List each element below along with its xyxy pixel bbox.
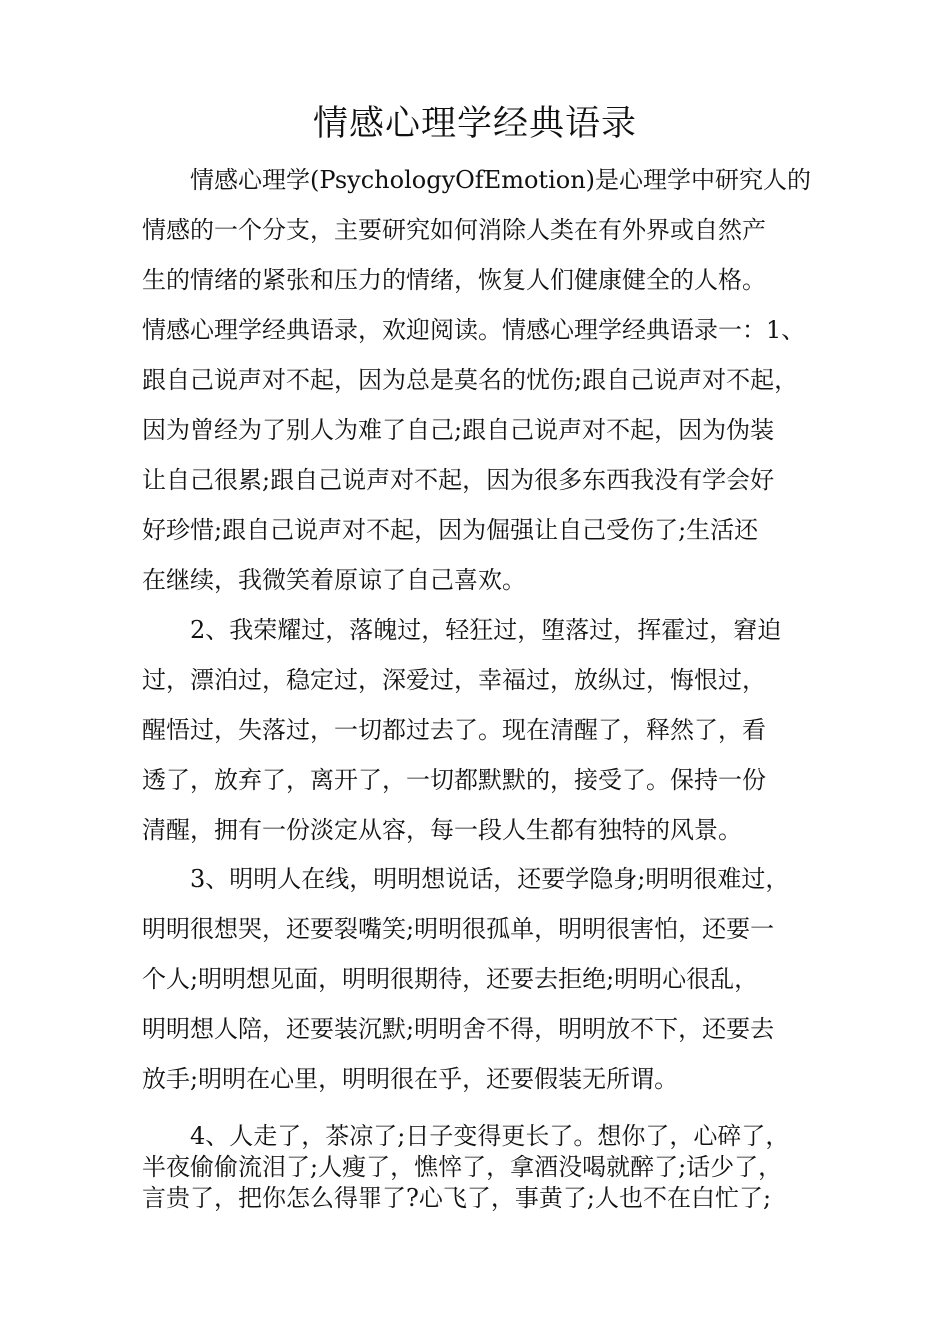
paragraph-2-line-5: 清醒，拥有一份淡定从容，每一段人生都有独特的风景。 [142,816,742,844]
paragraph-1-line-2: 情感的一个分支，主要研究如何消除人类在有外界或自然产 [142,216,766,244]
paragraph-3-line-3: 个人;明明想见面，明明很期待，还要去拒绝;明明心很乱， [142,965,759,993]
document-title: 情感心理学经典语录 [312,104,637,144]
paragraph-3-line-2: 明明很想哭，还要裂嘴笑;明明很孤单，明明很害怕，还要一 [142,915,775,943]
paragraph-2-line-2: 过，漂泊过，稳定过，深爱过，幸福过，放纵过，悔恨过， [142,666,766,694]
paragraph-2-line-3: 醒悟过，失落过，一切都过去了。现在清醒了，释然了，看 [142,716,766,744]
paragraph-4-line-1: 4、人走了，茶凉了;日子变得更长了。想你了，心碎了， [190,1122,790,1150]
paragraph-1-line-9: 在继续，我微笑着原谅了自己喜欢。 [142,566,526,594]
paragraph-3-line-4: 明明想人陪，还要装沉默;明明舍不得，明明放不下，还要去 [142,1015,775,1043]
paragraph-1-line-8: 好珍惜;跟自己说声对不起，因为倔强让自己受伤了;生活还 [142,516,759,544]
paragraph-1-line-4: 情感心理学经典语录，欢迎阅读。情感心理学经典语录一：1、 [142,316,806,344]
paragraph-1-line-1: 情感心理学(PsychologyOfEmotion)是心理学中研究人的 [190,166,812,194]
paragraph-3-line-1: 3、明明人在线，明明想说话，还要学隐身;明明很难过， [190,865,790,893]
paragraph-1-line-6: 因为曾经为了别人为难了自己;跟自己说声对不起，因为伪装 [142,416,775,444]
paragraph-1-line-7: 让自己很累;跟自己说声对不起，因为很多东西我没有学会好 [142,466,775,494]
paragraph-4-line-2: 半夜偷偷流泪了;人瘦了，憔悴了，拿酒没喝就醉了;话少了， [142,1153,783,1181]
paragraph-3-line-5: 放手;明明在心里，明明很在乎，还要假装无所谓。 [142,1065,679,1093]
paragraph-2-line-4: 透了，放弃了，离开了，一切都默默的，接受了。保持一份 [142,766,766,794]
paragraph-1-line-5: 跟自己说声对不起，因为总是莫名的忧伤;跟自己说声对不起， [142,366,799,394]
paragraph-2-line-1: 2、我荣耀过，落魄过，轻狂过，堕落过，挥霍过，窘迫 [190,616,782,644]
paragraph-4-line-3: 言贵了，把你怎么得罪了?心飞了，事黄了;人也不在白忙了; [142,1184,772,1212]
paragraph-1-line-3: 生的情绪的紧张和压力的情绪，恢复人们健康健全的人格。 [142,266,766,294]
